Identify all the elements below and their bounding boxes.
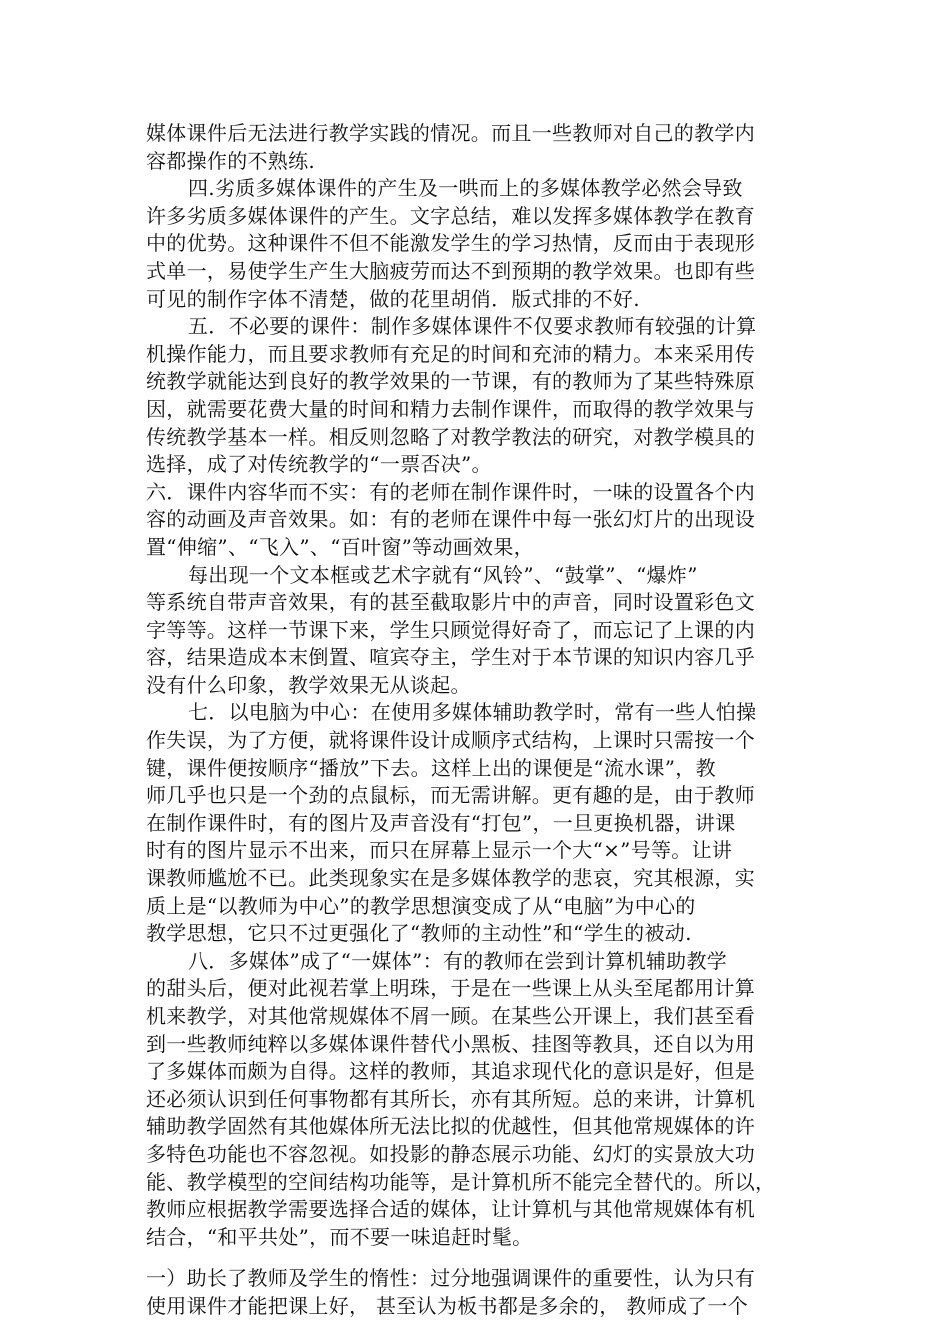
text-line: 没有什么印象，教学效果无从谈起。 [146,672,471,697]
text-line: 的甜头后，便对此视若掌上明珠，于是在一些课上从头至尾都用计算 [146,976,755,1001]
text-line: 机操作能力，而且要求教师有充足的时间和充沛的精力。本来采用传 [146,341,755,366]
text-line: 了多媒体而颇为自得。这样的教师，其追求现代化的意识是好，但是 [146,1059,755,1084]
paragraph-gap [146,1251,810,1265]
text-line: 媒体课件后无法进行教学实践的情况。而且一些教师对自己的教学内 [146,121,755,145]
text-line: 六．课件内容华而不实：有的老师在制作课件时，一味的设置各个内 [146,479,755,504]
text-line: 七．以电脑为中心：在使用多媒体辅助教学时，常有一些人怕操 [188,700,757,725]
text-line: 质上是“以教师为中心”的教学思想演变成了从“电脑”为中心的 [146,893,696,918]
paragraph-7 [146,948,810,1252]
text-line: 时有的图片显示不出来，而只在屏幕上显示一个大“×”号等。让讲 [146,838,733,863]
text-line: 许多劣质多媒体课件的产生。文字总结，难以发挥多媒体教学在教育 [146,203,755,228]
paragraph-6 [146,699,810,947]
text-line: 等系统自带声音效果，有的甚至截取影片中的声音，同时设置彩色文 [146,590,755,615]
paragraph-5 [146,562,810,700]
text-line: 结合，“和平共处”，而不要一味追赶时髦。 [146,1224,533,1249]
paragraph-4 [146,479,810,562]
text-line: 每出现一个文本框或艺术字就有“风铃”、“鼓掌”、“爆炸” [188,562,698,587]
text-line: 键，课件便按顺序“播放”下去。这样上出的课便是“流水课”，教 [146,755,716,780]
text-line: 教师应根据教学需要选择合适的媒体，让计算机与其他常规媒体有机 [146,1197,755,1222]
text-line: 容都操作的不熟练. [146,148,316,173]
text-line: 在制作课件时，有的图片及声音没有“打包”，一旦更换机器，讲课 [146,810,736,835]
paragraph-8 [146,1265,810,1320]
text-line: 到一些教师纯粹以多媒体课件替代小黑板、挂图等教具，还自以为用 [146,1031,755,1056]
paragraph-3 [146,313,810,479]
text-line: 能、教学模型的空间结构功能等，是计算机所不能完全替代的。所以， [146,1169,776,1194]
paragraph-1 [146,120,810,175]
text-line: 教学思想，它只不过更强化了“教师的主动性”和“学生的被动. [146,921,692,946]
text-line: 因，就需要花费大量的时间和精力去制作课件，而取得的教学效果与 [146,396,755,421]
text-line: 机来教学，对其他常规媒体不屑一顾。在某些公开课上，我们甚至看 [146,1004,755,1028]
text-line: 统教学就能达到良好的教学效果的一节课，有的教师为了某些特殊原 [146,369,755,394]
text-line: 传统教学基本一样。相反则忽略了对教学教法的研究，对教学模具的 [146,424,755,449]
paragraph-2 [146,175,810,313]
text-line: 容，结果造成本末倒置、喧宾夺主，学生对于本节课的知识内容几乎 [146,645,755,670]
text-line: 师几乎也只是一个劲的点鼠标，而无需讲解。更有趣的是，由于教师 [146,783,755,808]
text-line: 容的动画及声音效果。如：有的老师在课件中每一张幻灯片的出现设 [146,507,755,532]
text-line: 使用课件才能把课上好， 甚至认为板书都是多余的， 教师成了一个 [146,1293,749,1318]
text-line: 五．不必要的课件：制作多媒体课件不仅要求教师有较强的计算 [188,314,757,339]
text-line: 四.劣质多媒体课件的产生及一哄而上的多媒体教学必然会导致 [188,176,743,201]
text-line: 还必须认识到任何事物都有其所长，亦有其所短。总的来讲，计算机 [146,1086,755,1111]
text-line: 课教师尴尬不已。此类现象实在是多媒体教学的悲哀，究其根源，实 [146,866,755,891]
text-line: 八．多媒体”成了“一媒体”：有的教师在尝到计算机辅助教学 [188,948,728,973]
text-line: 作失误，为了方便，就将课件设计成顺序式结构，上课时只需按一个 [146,728,755,753]
text-line: 一）助长了教师及学生的惰性：过分地强调课件的重要性，认为只有 [146,1266,755,1291]
document-body [146,120,810,1321]
text-line: 字等等。这样一节课下来，学生只顾觉得好奇了，而忘记了上课的内 [146,617,755,642]
text-line: 辅助教学固然有其他媒体所无法比拟的优越性，但其他常规媒体的许 [146,1114,755,1139]
text-line: 可见的制作字体不清楚，做的花里胡俏．版式排的不好. [146,286,640,311]
text-line: 置“伸缩”、“飞入”、“百叶窗”等动画效果， [146,534,534,559]
text-line: 式单一，易使学生产生大脑疲劳而达不到预期的教学效果。也即有些 [146,258,755,283]
text-line: 选择，成了对传统教学的“一票否决”。 [146,452,492,477]
text-line: 中的优势。这种课件不但不能激发学生的学习热情，反而由于表现形 [146,231,755,256]
text-line: 多特色功能也不容忽视。如投影的静态展示功能、幻灯的实景放大功 [146,1141,755,1166]
